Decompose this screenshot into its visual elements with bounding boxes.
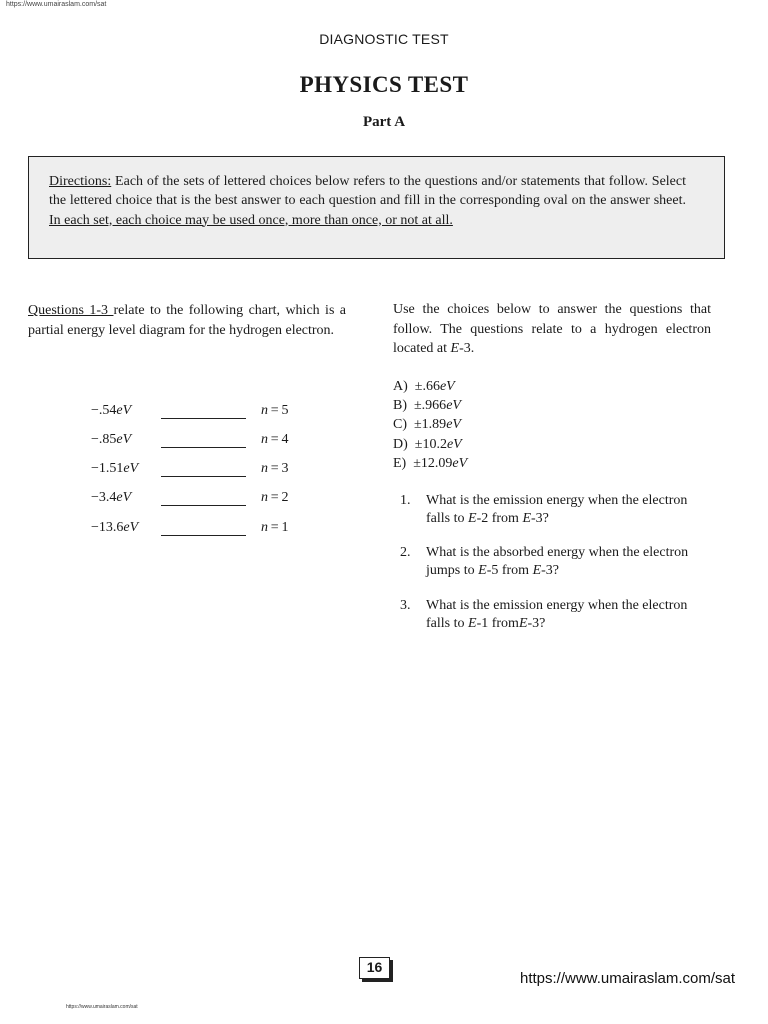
answer-choice: B) ±.966eV (393, 398, 461, 414)
footer-url-link[interactable]: https://www.umairaslam.com/sat (520, 970, 736, 987)
energy-value: −13.6eV (91, 520, 139, 535)
quantum-number: n = 1 (261, 520, 289, 535)
energy-level-row (91, 432, 301, 452)
question-item (400, 597, 700, 633)
answer-choice: D) ±10.2eV (393, 436, 462, 452)
energy-value: −1.51eV (91, 461, 139, 476)
question-item (400, 544, 700, 580)
page-number: 16 (359, 957, 390, 979)
question-text: What is the emission energy when the electron falls to E-2 from E-3? (426, 493, 688, 526)
directions-label: Directions: (49, 174, 112, 189)
header-label: DIAGNOSTIC TEST (319, 31, 449, 47)
top-url-link[interactable]: https://www.umairaslam.com/sat (6, 1, 107, 8)
question-number: 1. (400, 493, 411, 508)
directions-underlined-text: In each set, each choice may be used once, more than once, or not at all. (49, 212, 453, 228)
quantum-number: n = 3 (261, 461, 289, 476)
question-number: 2. (400, 545, 411, 560)
question-item (400, 492, 700, 528)
chart-intro-lead: Questions 1-3 (28, 303, 114, 318)
energy-level-line (161, 535, 246, 536)
energy-value: −.85eV (91, 432, 132, 447)
energy-value: −3.4eV (91, 490, 132, 505)
quantum-number: n = 4 (261, 432, 289, 447)
answer-choice: C) ±1.89eV (393, 417, 461, 433)
chart-intro-text: relate to the following chart, which is a partial energy level diagram for the hydrogen electron. (28, 303, 347, 338)
page-subtitle: Part A (362, 114, 406, 130)
energy-level-row (91, 461, 301, 481)
bottom-url-link[interactable]: https://www.umairaslam.com/sat (66, 1004, 138, 1010)
choices-intro: Use the choices below to answer the questions that follow. The questions relate to a hydrogen electron located at E-3. (393, 302, 711, 356)
directions-box (28, 156, 725, 259)
answer-choice: E) ±12.09eV (393, 455, 468, 471)
page-title: PHYSICS TEST (299, 72, 469, 97)
question-text: What is the absorbed energy when the electron jumps to E-5 from E-3? (426, 545, 689, 578)
question-text: What is the emission energy when the electron falls to E-1 fromE-3? (426, 598, 688, 631)
answer-choices (393, 377, 467, 473)
energy-level-row (91, 403, 301, 423)
energy-level-line (161, 476, 246, 477)
answer-choice: A) ±.66eV (393, 379, 455, 394)
energy-level-line (161, 505, 246, 506)
energy-level-line (161, 418, 246, 419)
quantum-number: n = 5 (261, 403, 289, 418)
chart-intro (28, 301, 346, 340)
energy-level-line (161, 447, 246, 448)
directions-text: Each of the sets of lettered choices below refers to the questions and/or statements that follow. Select the lettered choice that is the best answer to each question and fill in the corresponding oval on the answer sheet. (49, 174, 686, 209)
energy-level-row (91, 490, 301, 510)
energy-level-row (91, 520, 301, 540)
question-number: 3. (400, 598, 411, 613)
energy-value: −.54eV (91, 403, 132, 418)
quantum-number: n = 2 (261, 490, 289, 505)
